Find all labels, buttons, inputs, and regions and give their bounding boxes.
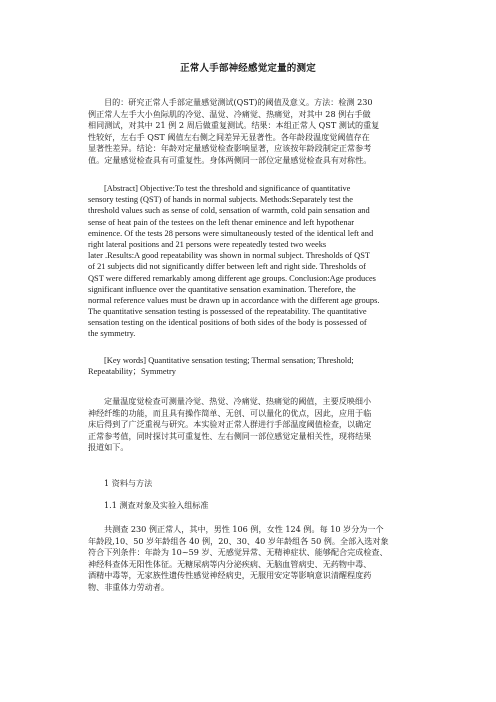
methods-line: 年龄段,10、50 岁年龄组各 40 例，20、30、40 岁年龄组各 50 例。全部入选对象 bbox=[88, 535, 389, 546]
abstract-cn-line: 性较好，左右手 QST 阈值左右侧之间差异无显著性。各年龄段温度觉阈值存在 bbox=[88, 131, 370, 142]
keywords-line: [Key words] Quantitative sensation testing; Thermal sensation; Threshold; bbox=[104, 356, 354, 365]
methods-line: 符合下列条件：年龄为 10~59 岁、无感觉异常、无精神症状、能够配合完成检查、 bbox=[88, 547, 388, 558]
abstract-en-line: QST were differed remarkably among different age groups. Conclusion:Age produces bbox=[88, 273, 376, 283]
abstract-en-line: right lateral positions and 21 persons were repeatedly tested two weeks bbox=[88, 239, 327, 249]
introduction bbox=[88, 396, 412, 454]
abstract-cn-line: 例正常人左手大小鱼际肌的冷觉、温觉、冷痛觉、热痛觉，对其中 28 例右手做 bbox=[88, 108, 371, 119]
abstract-en-line: sensory testing (QST) of hands in normal subjects. Methods:Separately test the bbox=[88, 195, 353, 205]
abstract-en-line: The quantitative sensation testing is possessed of the repeatability. The quantitative bbox=[88, 307, 367, 317]
abstract-en-line: significant influence over the quantitative sensation examination. Therefore, the bbox=[88, 284, 356, 294]
intro-line: 正常参考值，同时探讨其可重复性、左右侧同一部位感觉定量相关性，现将结果 bbox=[88, 430, 372, 441]
methods-line: 酒精中毒等，无家族性遗传性感觉神经病史，无服用安定等影响意识清醒程度药 bbox=[88, 570, 372, 581]
abstract-en-line: sensation testing on the identical positions of both sides of the body is possessed of bbox=[88, 318, 367, 328]
abstract-cn-line: 值。定量感觉检查具有可重复性。身体两侧同一部位定量感觉检查具有对称性。 bbox=[88, 154, 372, 165]
abstract-en-line: normal reference values must be drawn up in accordance with the different age groups. bbox=[88, 295, 380, 305]
section-heading: 1 资料与方法 bbox=[104, 478, 153, 488]
methods-line: 共测查 230 例正常人，其中，男性 106 例，女性 124 例。每 10 岁分为一个 bbox=[104, 524, 384, 534]
keywords bbox=[88, 355, 412, 377]
abstract-en-line: [Abstract] Objective:To test the threshold and significance of quantitative bbox=[104, 184, 351, 193]
intro-line: 神经纤维的功能，而且具有操作简单、无创、可以量化的优点，因此，应用于临 bbox=[88, 407, 372, 418]
abstract-cn-line: 显著性差异。结论：年龄对定量感觉检查影响显著，应该按年龄段制定正常参考 bbox=[88, 143, 372, 154]
abstract-en-line: sense of heat pain of the testees on the left thenar eminence and left hypothenar bbox=[88, 217, 355, 227]
page-title: 正常人手部神经感觉定量的测定 bbox=[180, 63, 316, 74]
abstract-cn-line: 相同测试，对其中 21 例 2 周后做重复测试。结果：本组正常人 QST 测试的重复 bbox=[88, 120, 380, 131]
methods-line: 物、非重体力劳动者。 bbox=[88, 581, 169, 592]
abstract-en-line: the symmetry. bbox=[88, 329, 136, 339]
abstract-cn-line: 目的：研究正常人手部定量感觉测试(QST)的阈值及意义。方法：检测 230 bbox=[104, 97, 373, 107]
methods-paragraph bbox=[88, 524, 412, 594]
abstract-en-line: of 21 subjects did not significantly differ between left and right side. Thresholds of bbox=[88, 262, 366, 272]
abstract-en-line: later .Results:A good repeatability was shown in normal subject. Thresholds of QST bbox=[88, 251, 370, 261]
abstract-english bbox=[88, 183, 412, 340]
intro-line: 定量温度觉检查可测量冷觉、热觉、冷痛觉、热痛觉的阈值，主要反映细小 bbox=[104, 396, 372, 406]
abstract-en-line: threshold values such as sense of cold, sensation of warmth, cold pain sensation and bbox=[88, 206, 370, 216]
keywords-line: Repeatability；Symmetry bbox=[88, 367, 176, 377]
abstract-chinese bbox=[88, 97, 412, 167]
methods-line: 神经科查体无阳性体征。无糖尿病等内分泌疾病、无脑血管病史、无药物中毒、 bbox=[88, 558, 372, 569]
subsection-heading: 1.1 测查对象及实验入组标准 bbox=[104, 500, 209, 510]
intro-line: 报道如下。 bbox=[88, 442, 129, 453]
abstract-en-line: eminence. Of the tests 28 persons were simultaneously tested of the identical left and bbox=[88, 228, 374, 238]
intro-line: 床后得到了广泛重视与研究。本实验对正常人群进行手部温度阈值检查，以确定 bbox=[88, 419, 372, 430]
